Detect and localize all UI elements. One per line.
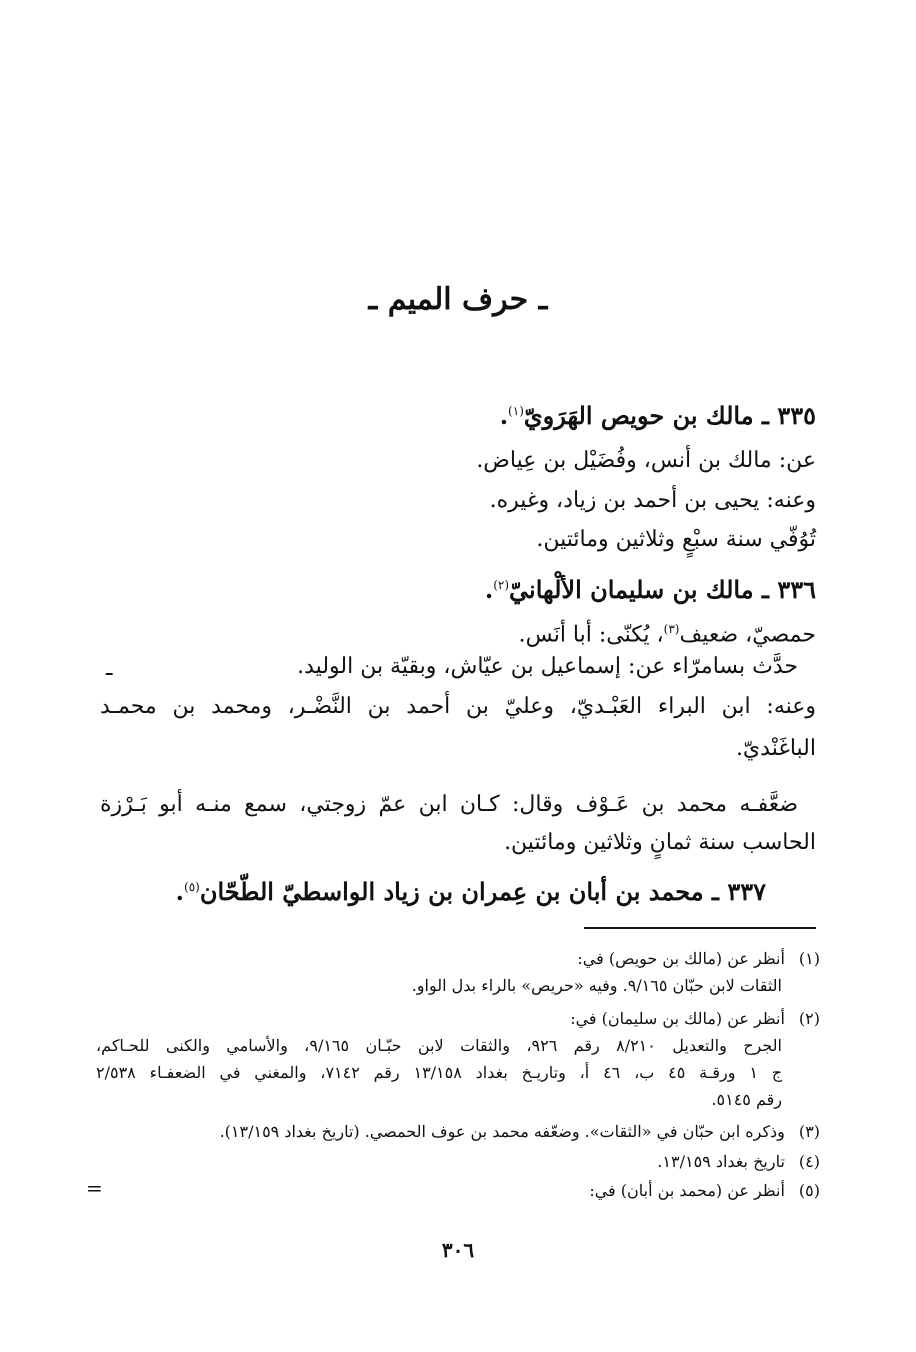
footnote-number: (٥) — [798, 1181, 820, 1200]
footnote-line: الجرح والتعديل ٨/٢١٠ رقم ٩٢٦، والثقات لابن حبّـان ٩/١٦٥، والأسامي والكنى للحـاكم، — [96, 1036, 782, 1055]
entry-number: ٣٣٧ — [727, 877, 766, 906]
footnote-number: (٢) — [798, 1009, 820, 1028]
footnote-text: أنظر عن (مالك بن حويص) في: — [577, 949, 785, 968]
entry-line: الباغَنْديّ. — [735, 736, 816, 761]
entry-line: ضعَّفـه محمد بن عَـوْف وقال: كـان ابن عمّ زوجتي، سمع منـه أبو بَـرْزة — [100, 792, 798, 817]
footnote-3 — [96, 1119, 820, 1145]
entry-end: . — [499, 401, 509, 430]
footnote-ref: (٥) — [184, 880, 200, 894]
footnote-5 — [96, 1178, 820, 1204]
entry-heading-336 — [100, 568, 816, 607]
chapter-title: ـ حرف الميم ـ — [368, 282, 548, 317]
entry-heading-337 — [100, 870, 766, 909]
entry-name: ـ مالك بن حويص الهَرَويّ — [523, 401, 769, 430]
footnote-line: ج ١ ورقـة ٤٥ ب، ٤٦ أ، وتاريـخ بغداد ١٣/١٥٨ رقم ٧١٤٢، والمغني في الضعفـاء ٢/٥٣٨ — [96, 1063, 783, 1082]
entry-text: حمصيّ، ضعيف — [679, 622, 816, 648]
footnote-2 — [96, 1006, 820, 1032]
continuation-mark: = — [86, 1176, 103, 1200]
footnote-text: تاريخ بغداد ١٣/١٥٩. — [657, 1152, 785, 1171]
entry-line: تُوُفّي سنة سبْعٍ وثلاثين ومائتين. — [536, 527, 816, 552]
entry-text: ، يُكنّى: أبا أنَس. — [518, 622, 664, 648]
footnote-ref: (٣) — [663, 622, 680, 636]
entry-name: ـ محمد بن أبان بن عِمران بن زياد الواسطيّ الطّحّان — [199, 877, 719, 906]
footnote-text: وذكره ابن حبّان في «الثقات». وضعّفه محمد بن عوف الحمصي. (تاريخ بغداد ١٣/١٥٩). — [219, 1122, 785, 1141]
footnote-number: (٤) — [798, 1152, 820, 1171]
entry-line: حدَّث بسامرّاء عن: إسماعيل بن عيّاش، وبقيّة بن الوليد. — [297, 654, 798, 679]
entry-name: ـ مالك بن سليمان الألْهانيّ — [509, 575, 769, 604]
footnote-ref: (٢) — [493, 578, 510, 592]
footnote-4 — [96, 1149, 820, 1175]
footnote-number: (١) — [798, 949, 820, 968]
entry-line: وعنه: يحيى بن أحمد بن زياد، وغيره. — [489, 488, 816, 513]
footnote-line: الثقات لابن حبّان ٩/١٦٥. وفيه «حريص» بالراء بدل الواو. — [411, 976, 782, 995]
footnote-number: (٣) — [798, 1122, 820, 1141]
entry-end: . — [175, 877, 184, 906]
entry-line: عن: مالك بن أنس، وفُضَيْل بن عِياض. — [476, 448, 816, 473]
footnote-ref: (١) — [508, 404, 524, 418]
footnote-line: رقم ٥١٤٥. — [711, 1090, 782, 1109]
entry-end: . — [484, 575, 494, 604]
margin-dash: ـ — [106, 656, 113, 681]
entry-number: ٣٣٥ — [777, 401, 816, 430]
footnote-text: أنظر عن (محمد بن أبان) في: — [589, 1181, 785, 1200]
entry-heading-335 — [100, 394, 816, 433]
footnote-separator — [584, 927, 816, 929]
page-number: ٣٠٦ — [441, 1238, 475, 1262]
entry-line: وعنه: ابن البراء العَبْـديّ، وعليّ بن أحمد بن النَّضْـر، ومحمد بن محمـد — [100, 694, 816, 719]
entry-line — [100, 612, 816, 652]
entry-line: الحاسب سنة ثمانٍ وثلاثين ومائتين. — [504, 830, 816, 855]
entry-number: ٣٣٦ — [777, 575, 816, 604]
footnote-text: أنظر عن (مالك بن سليمان) في: — [570, 1009, 785, 1028]
footnote-1 — [96, 946, 820, 972]
